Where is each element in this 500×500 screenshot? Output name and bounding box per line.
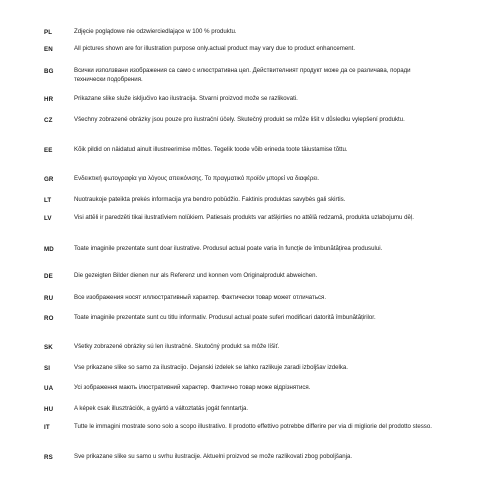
disclaimer-row-hu bbox=[44, 405, 464, 414]
disclaimer-text-ee: Kõik pildid on näidatud ainult illustreerimise mõttes. Tegelik toode võib erineda toote täiustamise tõttu. bbox=[74, 146, 348, 153]
language-code-si: SI bbox=[44, 365, 51, 372]
disclaimer-row-hr bbox=[44, 95, 464, 104]
disclaimer-row-cz bbox=[44, 116, 464, 125]
language-code-bg: BG bbox=[44, 68, 54, 75]
language-code-sk: SK bbox=[44, 344, 53, 351]
language-code-lt: LT bbox=[44, 197, 52, 204]
disclaimer-text-ua: Усі зображення мають ілюстративний характер. Фактично товар може відрізнятися. bbox=[74, 384, 311, 391]
disclaimer-row-pl bbox=[44, 28, 464, 37]
language-code-pl: PL bbox=[44, 29, 53, 36]
disclaimer-row-de bbox=[44, 272, 464, 281]
disclaimer-text-md: Toate imaginile prezentate sunt doar ilustrative. Produsul actual poate varia în funcție de îmbunătățirea produsului. bbox=[74, 245, 383, 252]
disclaimer-row-si bbox=[44, 364, 464, 373]
disclaimer-row-lt bbox=[44, 196, 464, 205]
language-code-rs: RS bbox=[44, 454, 53, 461]
disclaimer-row-gr bbox=[44, 175, 464, 184]
disclaimer-row-md bbox=[44, 245, 464, 254]
disclaimer-text-si: Vse prikazane slike so samo za ilustracijo. Dejanski izdelek se lahko razlikuje zaradi izboljšav izdelka. bbox=[74, 364, 349, 371]
disclaimer-text-gr: Ενδεικτική φωτογραφία για λόγους απεικόνισης. Το πραγματικό προϊόν μπορεί να διαφέρει. bbox=[74, 175, 320, 182]
disclaimer-row-ro bbox=[44, 314, 464, 323]
disclaimer-row-sk bbox=[44, 343, 464, 352]
disclaimer-text-ru: Все изображения носят иллюстративный характер. Фактически товар может отличаться. bbox=[74, 294, 327, 301]
language-code-hr: HR bbox=[44, 96, 54, 103]
disclaimer-text-cz: Všechny zobrazené obrázky jsou pouze pro ilustrační účely. Skutečný produkt se může lišit v důsledku vylepšení produktu. bbox=[74, 116, 405, 123]
disclaimer-text-lt: Nuotraukoje pateikta prekės informacija yra bendro pobūdžio. Faktinis produktas savybės gali skirtis. bbox=[74, 196, 346, 203]
disclaimer-row-en bbox=[44, 45, 464, 54]
disclaimer-row-it bbox=[44, 423, 464, 432]
disclaimer-text-hr: Prikazane slike služe isključivo kao ilustracija. Stvarni proizvod može se razlikovati. bbox=[74, 95, 298, 102]
disclaimer-text-en: All pictures shown are for illustration purpose only.actual product may vary due to product enhancement. bbox=[74, 45, 356, 52]
language-code-de: DE bbox=[44, 273, 53, 280]
disclaimer-text-ro: Toate imaginile prezentate sunt cu titlu informativ. Produsul actual poate suferi modificari datorită îmbunătățirilor. bbox=[74, 314, 376, 321]
disclaimer-text-hu: A képek csak illusztrációk, a gyártó a változtatás jogát fenntartja. bbox=[74, 405, 249, 412]
disclaimer-row-ru bbox=[44, 294, 464, 303]
disclaimer-text-bg: Всички използвани изображения са само с илюстративна цел. Действителният продукт може да се различава, поради технически подобрения. bbox=[74, 67, 411, 83]
language-code-ru: RU bbox=[44, 295, 54, 302]
language-code-en: EN bbox=[44, 46, 53, 53]
language-code-it: IT bbox=[44, 424, 50, 431]
disclaimer-text-lv: Visi attēli ir paredzēti tikai ilustratīviem nolūkiem. Patiesais produkts var atšķirties no attēlā redzamā, produkta uzlabojumu dēļ. bbox=[74, 214, 414, 221]
disclaimer-row-rs bbox=[44, 453, 464, 462]
language-code-gr: GR bbox=[44, 176, 54, 183]
language-code-ua: UA bbox=[44, 385, 54, 392]
disclaimer-text-pl: Zdjęcie poglądowe nie odzwierciedlające w 100 % produktu. bbox=[74, 28, 237, 35]
language-code-md: MD bbox=[44, 246, 54, 253]
language-code-ro: RO bbox=[44, 315, 54, 322]
language-disclaimer-list bbox=[44, 18, 464, 488]
disclaimer-text-it: Tutte le immagini mostrate sono solo a scopo illustrativo. Il prodotto effettivo potrebbe differire per via di migliorie del prodotto stesso. bbox=[74, 423, 432, 430]
disclaimer-row-ee bbox=[44, 146, 464, 155]
language-code-ee: EE bbox=[44, 147, 53, 154]
disclaimer-text-sk: Všetky zobrazené obrázky sú len ilustračné. Skutočný produkt sa môže líšiť. bbox=[74, 343, 280, 350]
disclaimer-row-ua bbox=[44, 384, 464, 393]
language-code-hu: HU bbox=[44, 406, 54, 413]
disclaimer-text-rs: Sve prikazane slike su samo u svrhu ilustracije. Aktuelni proizvod se može razlikovati zbog poboljšanja. bbox=[74, 453, 353, 460]
language-code-lv: LV bbox=[44, 215, 52, 222]
language-code-cz: CZ bbox=[44, 117, 53, 124]
disclaimer-row-bg bbox=[44, 67, 464, 84]
disclaimer-row-lv bbox=[44, 214, 464, 223]
disclaimer-text-de: Die gezeigten Bilder dienen nur als Referenz und konnen vom Originalprodukt abweichen. bbox=[74, 272, 318, 279]
